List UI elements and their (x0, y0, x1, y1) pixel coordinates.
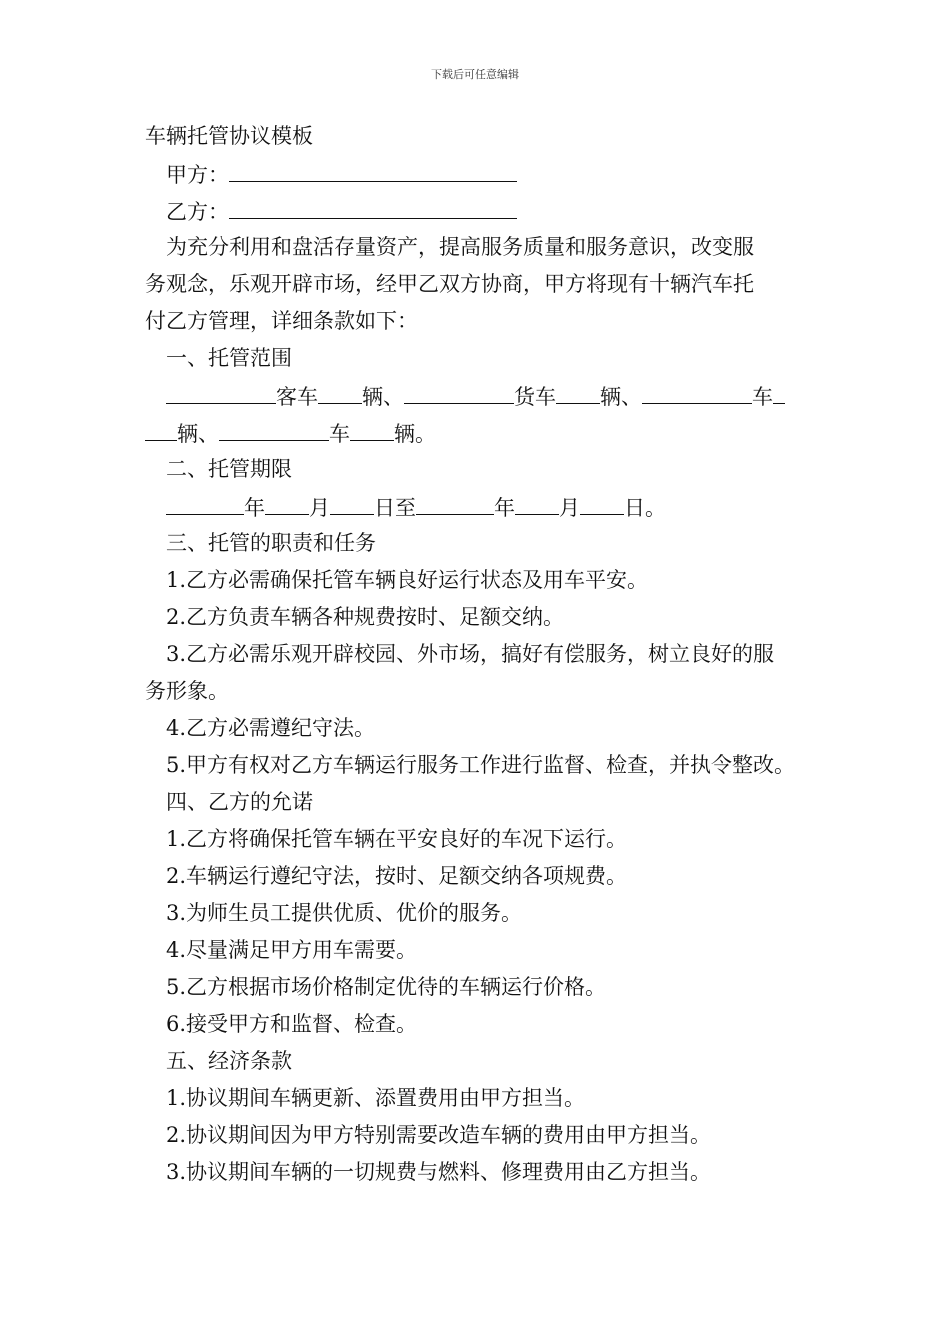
party-b-label: 乙方： (166, 200, 229, 224)
date-blank[interactable] (265, 488, 309, 515)
clause-item: 3.乙方必需乐观开辟校园、外市场，搞好有偿服务，树立良好的服 (166, 642, 775, 666)
scope-blank[interactable] (642, 377, 752, 404)
intro-line-2: 务观念，乐观开辟市场，经甲乙双方协商，甲方将现有十辆汽车托 (145, 272, 754, 296)
clause-item: 3.为师生员工提供优质、优价的服务。 (166, 901, 523, 925)
date-text: 日。 (624, 496, 666, 520)
term-line (145, 488, 825, 525)
clause-item: 3.协议期间车辆的一切规费与燃料、修理费用由乙方担当。 (166, 1160, 712, 1184)
date-blank[interactable] (166, 488, 244, 515)
scope-text: 辆、 (600, 385, 642, 409)
date-blank[interactable] (416, 488, 494, 515)
scope-text: 客车 (276, 385, 318, 409)
scope-blank[interactable] (404, 377, 514, 404)
clause-item: 1.协议期间车辆更新、添置费用由甲方担当。 (166, 1086, 586, 1110)
clause-item: 2.乙方负责车辆各种规费按时、足额交纳。 (166, 605, 565, 629)
clause-item: 5.甲方有权对乙方车辆运行服务工作进行监督、检查，并执令整改。 (166, 753, 796, 777)
date-text: 月 (559, 496, 580, 520)
party-a-label: 甲方： (166, 163, 229, 187)
date-blank[interactable] (580, 488, 624, 515)
scope-blank[interactable] (219, 414, 329, 441)
party-a-line (145, 155, 825, 192)
scope-text: 辆、 (177, 422, 219, 446)
scope-line-2 (145, 414, 825, 451)
scope-text: 车 (752, 385, 773, 409)
clause-item: 2.协议期间因为甲方特别需要改造车辆的费用由甲方担当。 (166, 1123, 712, 1147)
scope-blank[interactable] (166, 377, 276, 404)
clause-item: 4.乙方必需遵纪守法。 (166, 716, 376, 740)
clause-item: 4.尽量满足甲方用车需要。 (166, 938, 418, 962)
document-body (145, 118, 825, 1191)
scope-blank[interactable] (556, 377, 600, 404)
party-a-blank[interactable] (229, 155, 517, 182)
scope-line-1 (145, 377, 825, 414)
section-2-heading: 二、托管期限 (166, 457, 292, 481)
date-text: 月 (309, 496, 330, 520)
date-text: 年 (244, 496, 265, 520)
intro-line-1: 为充分利用和盘活存量资产，提高服务质量和服务意识，改变服 (166, 235, 754, 259)
intro-line-3: 付乙方管理，详细条款如下： (145, 309, 418, 333)
scope-blank[interactable] (145, 414, 177, 441)
scope-blank[interactable] (318, 377, 362, 404)
section-5-heading: 五、经济条款 (166, 1049, 292, 1073)
clause-item: 2.车辆运行遵纪守法，按时、足额交纳各项规费。 (166, 864, 628, 888)
party-b-line (145, 192, 825, 229)
document-title: 车辆托管协议模板 (145, 124, 313, 148)
section-3-heading: 三、托管的职责和任务 (166, 531, 376, 555)
section-4-heading: 四、乙方的允诺 (166, 790, 313, 814)
clause-item: 1.乙方必需确保托管车辆良好运行状态及用车平安。 (166, 568, 649, 592)
page-header: 下载后可任意编辑 (431, 68, 519, 81)
scope-blank[interactable] (773, 377, 785, 404)
date-text: 日至 (374, 496, 416, 520)
scope-text: 辆。 (394, 422, 436, 446)
date-blank[interactable] (515, 488, 559, 515)
scope-text: 货车 (514, 385, 556, 409)
clause-item: 5.乙方根据市场价格制定优待的车辆运行价格。 (166, 975, 607, 999)
clause-item-continued: 务形象。 (145, 679, 229, 703)
party-b-blank[interactable] (229, 192, 517, 219)
clause-item: 6.接受甲方和监督、检查。 (166, 1012, 418, 1036)
date-text: 年 (494, 496, 515, 520)
scope-text: 车 (329, 422, 350, 446)
scope-blank[interactable] (350, 414, 394, 441)
section-1-heading: 一、托管范围 (166, 346, 292, 370)
date-blank[interactable] (330, 488, 374, 515)
scope-text: 辆、 (362, 385, 404, 409)
clause-item: 1.乙方将确保托管车辆在平安良好的车况下运行。 (166, 827, 628, 851)
